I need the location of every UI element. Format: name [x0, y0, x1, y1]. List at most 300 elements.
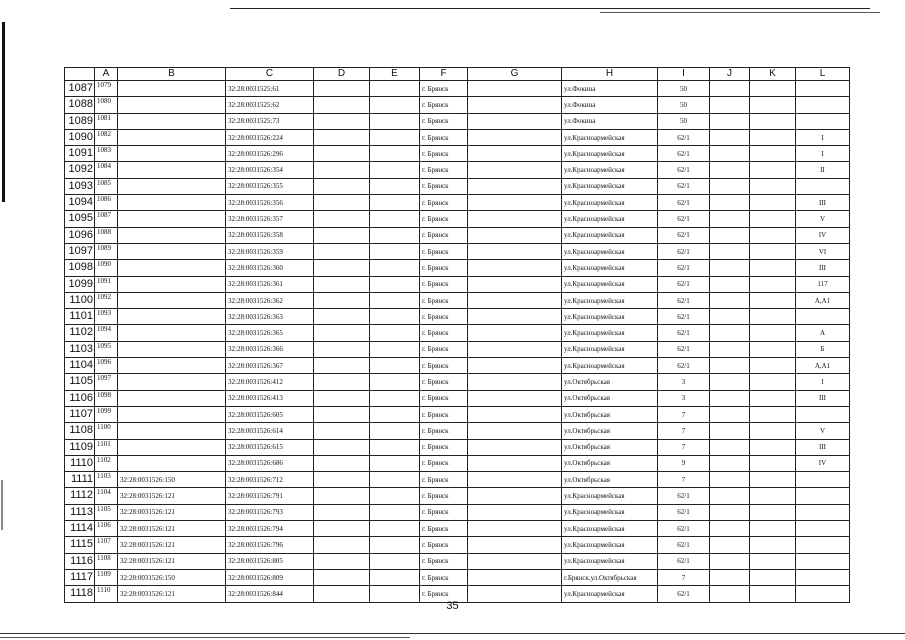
spreadsheet-table [64, 67, 850, 603]
cell-k [750, 97, 796, 113]
cell-e [370, 146, 420, 162]
cell-g [468, 439, 562, 455]
cell-a: 1098 [95, 390, 118, 406]
cell-d [314, 178, 370, 194]
cell-d [314, 243, 370, 259]
row-number: 1104 [65, 358, 95, 374]
cell-b: 32:28:0031526:121 [118, 521, 226, 537]
table-row [65, 504, 850, 520]
cell-l: III [796, 439, 850, 455]
cell-e [370, 406, 420, 422]
cell-a: 1089 [95, 243, 118, 259]
cell-c: 32:28:0031526:361 [226, 276, 314, 292]
cell-j [710, 439, 750, 455]
cell-e [370, 504, 420, 520]
table-row [65, 243, 850, 259]
cell-f: г. Брянск [420, 358, 468, 374]
row-number: 1091 [65, 146, 95, 162]
cell-a: 1094 [95, 325, 118, 341]
cell-j [710, 488, 750, 504]
cell-h: ул.Красноармейская [562, 178, 658, 194]
table-row [65, 325, 850, 341]
cell-j [710, 292, 750, 308]
cell-d [314, 227, 370, 243]
cell-b [118, 260, 226, 276]
row-number: 1108 [65, 423, 95, 439]
row-number: 1114 [65, 521, 95, 537]
cell-f: г. Брянск [420, 521, 468, 537]
cell-i: 62/1 [658, 504, 710, 520]
cell-g [468, 406, 562, 422]
cell-k [750, 374, 796, 390]
table-row [65, 129, 850, 145]
cell-h: ул.Октябрьская [562, 390, 658, 406]
cell-c: 32:28:0031526:686 [226, 455, 314, 471]
cell-g [468, 455, 562, 471]
row-number: 1101 [65, 309, 95, 325]
cell-c: 32:28:0031526:365 [226, 325, 314, 341]
cell-e [370, 521, 420, 537]
cell-g [468, 195, 562, 211]
cell-g [468, 553, 562, 569]
cell-b [118, 390, 226, 406]
cell-k [750, 569, 796, 585]
cell-a: 1095 [95, 341, 118, 357]
cell-d [314, 537, 370, 553]
cell-g [468, 260, 562, 276]
cell-d [314, 569, 370, 585]
cell-d [314, 455, 370, 471]
cell-e [370, 97, 420, 113]
cell-c: 32:28:0031526:224 [226, 129, 314, 145]
cell-i: 7 [658, 569, 710, 585]
row-number: 1116 [65, 553, 95, 569]
cell-b [118, 129, 226, 145]
table-row [65, 146, 850, 162]
row-number: 1097 [65, 243, 95, 259]
cell-i: 7 [658, 472, 710, 488]
cell-f: г. Брянск [420, 292, 468, 308]
cell-a: 1102 [95, 455, 118, 471]
cell-c: 32:28:0031526:367 [226, 358, 314, 374]
cell-k [750, 325, 796, 341]
cell-b [118, 162, 226, 178]
cell-e [370, 129, 420, 145]
cell-e [370, 309, 420, 325]
cell-k [750, 178, 796, 194]
cell-f: г. Брянск [420, 113, 468, 129]
table-row [65, 162, 850, 178]
cell-h: ул.Красноармейская [562, 243, 658, 259]
cell-l: V [796, 423, 850, 439]
cell-a: 1082 [95, 129, 118, 145]
cell-c: 32:28:0031526:712 [226, 472, 314, 488]
cell-h: ул.Красноармейская [562, 227, 658, 243]
cell-g [468, 374, 562, 390]
cell-f: г. Брянск [420, 439, 468, 455]
row-number: 1103 [65, 341, 95, 357]
cell-a: 1103 [95, 472, 118, 488]
cell-f: г. Брянск [420, 195, 468, 211]
page-number: 35 [446, 600, 459, 612]
table-row [65, 195, 850, 211]
cell-j [710, 406, 750, 422]
cell-e [370, 390, 420, 406]
cell-i: 62/1 [658, 341, 710, 357]
cell-j [710, 97, 750, 113]
cell-l: VI [796, 243, 850, 259]
cell-l [796, 553, 850, 569]
cell-l: IV [796, 227, 850, 243]
column-header: I [658, 68, 710, 81]
cell-f: г. Брянск [420, 374, 468, 390]
cell-e [370, 81, 420, 97]
cell-a: 1100 [95, 423, 118, 439]
cell-b [118, 243, 226, 259]
cell-e [370, 553, 420, 569]
cell-i: 50 [658, 113, 710, 129]
cell-e [370, 423, 420, 439]
row-number: 1106 [65, 390, 95, 406]
cell-a: 1107 [95, 537, 118, 553]
cell-l: А [796, 325, 850, 341]
cell-l [796, 178, 850, 194]
row-number: 1110 [65, 455, 95, 471]
cell-a: 1085 [95, 178, 118, 194]
cell-c: 32:28:0031526:359 [226, 243, 314, 259]
cell-c: 32:28:0031526:363 [226, 309, 314, 325]
cell-d [314, 260, 370, 276]
cell-a: 1109 [95, 569, 118, 585]
cell-j [710, 195, 750, 211]
cell-j [710, 178, 750, 194]
cell-l [796, 97, 850, 113]
cell-g [468, 521, 562, 537]
cell-i: 7 [658, 439, 710, 455]
column-header: B [118, 68, 226, 81]
cell-k [750, 358, 796, 374]
cell-g [468, 341, 562, 357]
cell-k [750, 162, 796, 178]
cell-e [370, 341, 420, 357]
cell-a: 1097 [95, 374, 118, 390]
cell-d [314, 423, 370, 439]
cell-f: г. Брянск [420, 455, 468, 471]
cell-l: 117 [796, 276, 850, 292]
cell-h: ул.Красноармейская [562, 488, 658, 504]
cell-g [468, 292, 562, 308]
table-row [65, 227, 850, 243]
row-number: 1107 [65, 406, 95, 422]
cell-k [750, 455, 796, 471]
table-row [65, 178, 850, 194]
cell-e [370, 488, 420, 504]
cell-e [370, 260, 420, 276]
cell-c: 32:28:0031526:360 [226, 260, 314, 276]
cell-k [750, 406, 796, 422]
cell-f: г. Брянск [420, 569, 468, 585]
cell-j [710, 569, 750, 585]
column-header: K [750, 68, 796, 81]
cell-l [796, 309, 850, 325]
cell-c: 32:28:0031525:73 [226, 113, 314, 129]
cell-g [468, 178, 562, 194]
cell-f: г. Брянск [420, 406, 468, 422]
cell-k [750, 260, 796, 276]
cell-l: Б [796, 341, 850, 357]
cell-j [710, 374, 750, 390]
cell-e [370, 537, 420, 553]
cell-j [710, 537, 750, 553]
cell-b [118, 81, 226, 97]
cell-b [118, 406, 226, 422]
cell-c: 32:28:0031526:615 [226, 439, 314, 455]
table-row [65, 292, 850, 308]
cell-b [118, 309, 226, 325]
cell-i: 62/1 [658, 243, 710, 259]
cell-a: 1110 [95, 586, 118, 602]
cell-i: 62/1 [658, 195, 710, 211]
cell-d [314, 195, 370, 211]
cell-j [710, 113, 750, 129]
cell-d [314, 521, 370, 537]
cell-d [314, 325, 370, 341]
table-row [65, 472, 850, 488]
row-number: 1096 [65, 227, 95, 243]
page-bottom-rule [0, 637, 410, 638]
cell-i: 62/1 [658, 309, 710, 325]
table-row [65, 569, 850, 585]
cell-j [710, 341, 750, 357]
cell-j [710, 129, 750, 145]
cell-h: ул.Красноармейская [562, 146, 658, 162]
column-header: A [95, 68, 118, 81]
cell-j [710, 211, 750, 227]
cell-d [314, 276, 370, 292]
cell-e [370, 325, 420, 341]
cell-b [118, 341, 226, 357]
cell-f: г. Брянск [420, 341, 468, 357]
cell-c: 32:28:0031526:413 [226, 390, 314, 406]
cell-l: А,А1 [796, 292, 850, 308]
cell-g [468, 423, 562, 439]
cell-h: ул.Октябрьская [562, 406, 658, 422]
cell-a: 1086 [95, 195, 118, 211]
cell-g [468, 227, 562, 243]
cell-h: ул.Красноармейская [562, 537, 658, 553]
cell-i: 62/1 [658, 260, 710, 276]
cell-h: ул.Фокина [562, 81, 658, 97]
cell-l [796, 472, 850, 488]
row-number: 1089 [65, 113, 95, 129]
cell-j [710, 553, 750, 569]
cell-b: 32:28:0031526:121 [118, 504, 226, 520]
cell-g [468, 243, 562, 259]
cell-h: ул.Красноармейская [562, 521, 658, 537]
cell-b [118, 227, 226, 243]
cell-h: ул.Красноармейская [562, 211, 658, 227]
cell-g [468, 504, 562, 520]
table-row [65, 537, 850, 553]
cell-k [750, 553, 796, 569]
column-header: G [468, 68, 562, 81]
cell-i: 62/1 [658, 325, 710, 341]
row-number: 1098 [65, 260, 95, 276]
cell-j [710, 472, 750, 488]
cell-j [710, 358, 750, 374]
cell-g [468, 358, 562, 374]
row-number: 1109 [65, 439, 95, 455]
row-number: 1090 [65, 129, 95, 145]
cell-b [118, 113, 226, 129]
cell-c: 32:28:0031526:794 [226, 521, 314, 537]
cell-b [118, 439, 226, 455]
cell-k [750, 390, 796, 406]
cell-l: III [796, 390, 850, 406]
cell-k [750, 521, 796, 537]
cell-d [314, 292, 370, 308]
cell-b [118, 423, 226, 439]
cell-i: 62/1 [658, 358, 710, 374]
row-number: 1102 [65, 325, 95, 341]
cell-d [314, 504, 370, 520]
row-number: 1088 [65, 97, 95, 113]
cell-g [468, 569, 562, 585]
cell-c: 32:28:0031526:791 [226, 488, 314, 504]
cell-e [370, 243, 420, 259]
cell-i: 62/1 [658, 178, 710, 194]
cell-i: 62/1 [658, 146, 710, 162]
cell-k [750, 292, 796, 308]
cell-l: I [796, 146, 850, 162]
cell-i: 62/1 [658, 211, 710, 227]
cell-a: 1081 [95, 113, 118, 129]
row-number: 1100 [65, 292, 95, 308]
row-number: 1099 [65, 276, 95, 292]
cell-i: 62/1 [658, 292, 710, 308]
cell-l: IV [796, 455, 850, 471]
cell-d [314, 162, 370, 178]
table-row [65, 553, 850, 569]
cell-f: г. Брянск [420, 325, 468, 341]
cell-i: 7 [658, 423, 710, 439]
cell-b [118, 97, 226, 113]
cell-j [710, 504, 750, 520]
column-header: C [226, 68, 314, 81]
cell-d [314, 309, 370, 325]
cell-j [710, 276, 750, 292]
cell-k [750, 423, 796, 439]
cell-a: 1083 [95, 146, 118, 162]
cell-c: 32:28:0031526:614 [226, 423, 314, 439]
cell-c: 32:28:0031526:362 [226, 292, 314, 308]
cell-i: 3 [658, 374, 710, 390]
cell-d [314, 97, 370, 113]
table-row [65, 211, 850, 227]
cell-e [370, 472, 420, 488]
cell-k [750, 472, 796, 488]
cell-a: 1080 [95, 97, 118, 113]
cell-h: ул.Красноармейская [562, 341, 658, 357]
cell-c: 32:28:0031525:62 [226, 97, 314, 113]
cell-a: 1108 [95, 553, 118, 569]
cell-d [314, 390, 370, 406]
cell-j [710, 455, 750, 471]
table-row [65, 423, 850, 439]
cell-c: 32:28:0031525:61 [226, 81, 314, 97]
cell-b: 32:28:0031526:121 [118, 553, 226, 569]
cell-g [468, 276, 562, 292]
cell-a: 1106 [95, 521, 118, 537]
table-row [65, 81, 850, 97]
cell-h: ул.Красноармейская [562, 553, 658, 569]
cell-g [468, 162, 562, 178]
cell-b [118, 325, 226, 341]
cell-c: 32:28:0031526:844 [226, 586, 314, 602]
cell-a: 1105 [95, 504, 118, 520]
cell-l [796, 504, 850, 520]
cell-e [370, 276, 420, 292]
cell-b: 32:28:0031526:121 [118, 488, 226, 504]
cell-e [370, 211, 420, 227]
column-header: L [796, 68, 850, 81]
cell-l [796, 113, 850, 129]
cell-b [118, 146, 226, 162]
table-row [65, 455, 850, 471]
cell-g [468, 113, 562, 129]
cell-b [118, 195, 226, 211]
row-number: 1087 [65, 81, 95, 97]
cell-a: 1096 [95, 358, 118, 374]
cell-h: ул.Красноармейская [562, 504, 658, 520]
cell-i: 62/1 [658, 488, 710, 504]
cell-f: г. Брянск [420, 227, 468, 243]
cell-k [750, 227, 796, 243]
row-number: 1094 [65, 195, 95, 211]
cell-b [118, 358, 226, 374]
cell-i: 7 [658, 406, 710, 422]
cell-c: 32:28:0031526:793 [226, 504, 314, 520]
cell-l [796, 537, 850, 553]
table-row [65, 488, 850, 504]
cell-f: г. Брянск [420, 504, 468, 520]
cell-k [750, 276, 796, 292]
row-number: 1115 [65, 537, 95, 553]
cell-a: 1087 [95, 211, 118, 227]
cell-h: г.Брянск,ул.Октябрьская [562, 569, 658, 585]
cell-e [370, 178, 420, 194]
table-row [65, 406, 850, 422]
cell-l [796, 81, 850, 97]
cell-i: 62/1 [658, 129, 710, 145]
cell-h: ул.Красноармейская [562, 586, 658, 602]
cell-l: II [796, 162, 850, 178]
cell-b [118, 292, 226, 308]
cell-a: 1104 [95, 488, 118, 504]
cell-g [468, 325, 562, 341]
cell-a: 1101 [95, 439, 118, 455]
cell-h: ул.Октябрьская [562, 455, 658, 471]
cell-l: III [796, 260, 850, 276]
cell-e [370, 569, 420, 585]
cell-d [314, 488, 370, 504]
table-row [65, 521, 850, 537]
cell-e [370, 162, 420, 178]
cell-i: 50 [658, 81, 710, 97]
table-row [65, 358, 850, 374]
cell-g [468, 309, 562, 325]
cell-f: г. Брянск [420, 129, 468, 145]
